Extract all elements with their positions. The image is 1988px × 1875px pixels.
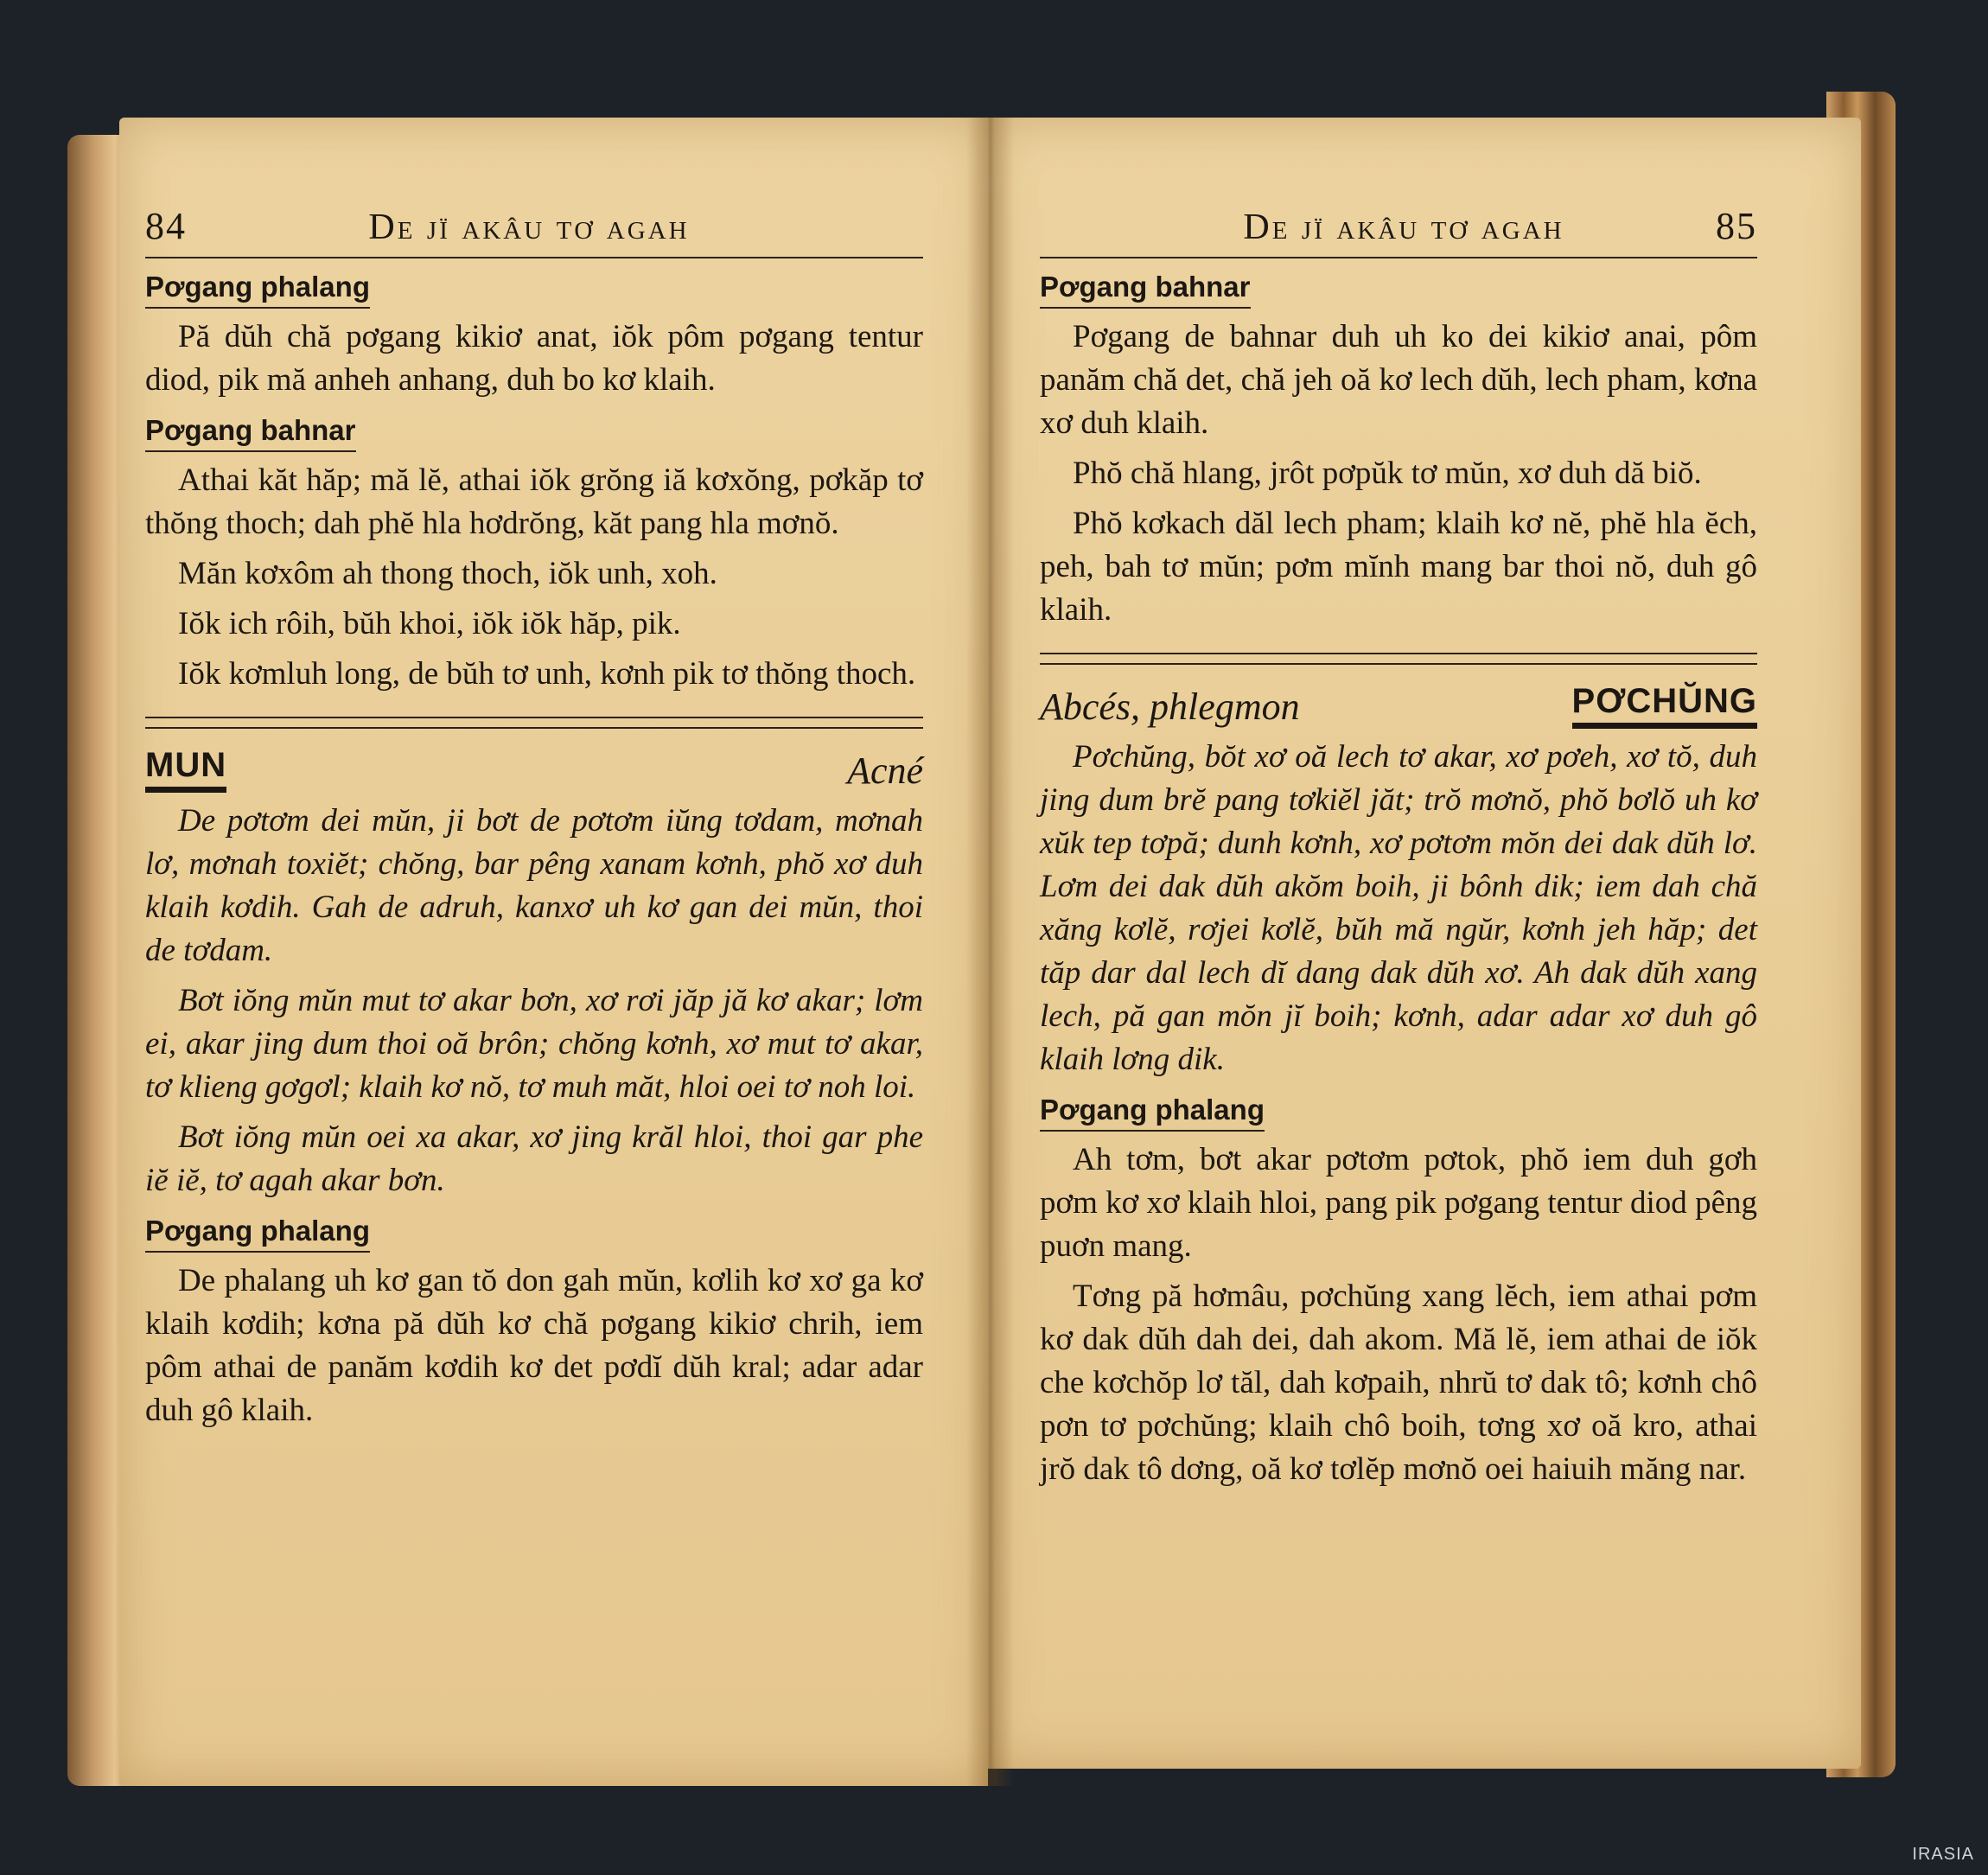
section-french-abces: Abcés, phlegmon <box>1040 686 1300 728</box>
right-page-text <box>1040 204 1757 1491</box>
left-page-number: 84 <box>145 205 187 247</box>
left-section-italic-body <box>145 800 923 1202</box>
section-divider <box>1040 653 1757 665</box>
book-gutter <box>966 118 1014 1786</box>
left-sub2-heading: Pơgang bahnar <box>145 414 356 452</box>
right-sub1-heading: Pơgang bahnar <box>1040 271 1251 309</box>
section-title-mun: MUN <box>145 746 226 793</box>
left-section-paragraph: De phalang uh kơ gan tŏ don gah mŭn, kơlih kơ xơ ga kơ klaih kơdih; kơna pă dŭh kơ chă pơgang kikiơ chrih, iem pôm athai de panăm kơdih kơ det pơdĭ dŭh kral; adar adar duh gô klaih. <box>145 1263 923 1428</box>
left-section-italic-paragraph: De pơtơm dei mŭn, ji bơt de pơtơm iŭng tơdam, mơnah lơ, mơnah toxiĕt; chŏng, bar pêng xanam kơnh, phŏ xơ duh klaih kơdih. Gah de adruh, kanxơ uh kơ gan dei mŭn, thoi de tơdam. <box>145 803 923 968</box>
left-sub1-paragraph: Pă dŭh chă pơgang kikiơ anat, iŏk pôm pơgang tentur diod, pik mă anheh anhang, duh bo kơ klaih. <box>145 319 923 398</box>
right-running-head <box>1040 204 1757 258</box>
left-sub2-paragraph: Athai kăt hăp; mă lĕ, athai iŏk grŏng iă kơxŏng, pơkăp tơ thŏng thoch; dah phĕ hla hơdrŏng, kăt pang hla mơnŏ. <box>145 462 923 541</box>
right-sub1-paragraph: Pơgang de bahnar duh uh ko dei kikiơ anai, pôm panăm chă det, chă jeh oă kơ lech dŭh, lech pham, kơna xơ duh klaih. <box>1040 319 1757 441</box>
left-sub2-paragraph: Măn kơxôm ah thong thoch, iŏk unh, xoh. <box>178 556 717 591</box>
left-sub2-paragraph: Iŏk ich rôih, bŭh khoi, iŏk iŏk hăp, pik. <box>178 606 681 641</box>
left-section-italic-paragraph: Bơt iŏng mŭn oei xa akar, xơ jing krăl hloi, thoi gar phe iĕ iĕ, tơ agah akar bơn. <box>145 1119 923 1198</box>
left-sub1-heading: Pơgang phalang <box>145 271 370 309</box>
section-title-pochung: PƠCHŬNG <box>1572 682 1757 729</box>
right-sub1-paragraph: Phŏ kơkach dăl lech pham; klaih kơ nĕ, phĕ hla ĕch, peh, bah tơ mŭn; pơm mĭnh mang bar thoi nŏ, duh gô klaih. <box>1040 506 1757 628</box>
left-section-italic-paragraph: Bơt iŏng mŭn mut tơ akar bơn, xơ rơi jăp jă kơ akar; lơm ei, akar jing dum thoi oă brôn; chŏng kơnh, xơ mut tơ akar, tơ klieng gơgơl; klaih kơ nŏ, tơ muh măt, hloi oei tơ noh loi. <box>145 983 923 1105</box>
right-section-paragraph: Tơng pă hơmâu, pơchŭng xang lĕch, iem athai pơm kơ dak dŭh dah dei, dah akom. Mă lĕ, iem athai de iŏk che kơchŏp lơ tăl, dah kơpaih, nhrŭ tơ dak tô; kơnh chô pơn tơ pơchŭng; klaih chô boih, tơng xơ oă kro, athai jrŏ dak tô dơng, oă kơ tơlĕp mơnŏ oei haiuih măng nar. <box>1040 1279 1757 1487</box>
right-running-title: De jï akâu tơ agah <box>1243 207 1564 247</box>
right-section-italic-body <box>1040 736 1757 1081</box>
left-page-text <box>145 204 923 1432</box>
right-section-heading <box>1040 682 1757 729</box>
left-section-sub-heading: Pơgang phalang <box>145 1215 370 1253</box>
right-section-paragraph: Ah tơm, bơt akar pơtơm pơtok, phŏ iem duh gơh pơm kơ xơ klaih hloi, pang pik pơgang tentur diod pêng puơn mang. <box>1040 1142 1757 1264</box>
section-divider <box>145 717 923 729</box>
left-section-heading <box>145 746 923 793</box>
right-section-italic-paragraph: Pơchŭng, bŏt xơ oă lech tơ akar, xơ pơeh, xơ tŏ, duh jing dum brĕ pang tơkiĕl jăt; trŏ mơnŏ, phŏ bơlŏ uh kơ xŭk tep tơpă; dunh kơnh, xơ pơtơm mŏn dei dak dŭh lơ. Lơm dei dak dŭh akŏm boih, ji bônh dik; iem dah chă xăng kơlĕ, rơjei kơlĕ, bŭh mă ngŭr, kơnh jeh hăp; det tăp dar dal lech dĭ dang dak dŭh xơ. Ah dak dŭh xang lech, pă gan mŏn jĭ boih; kơnh, adar adar xơ duh gô klaih lơng dik. <box>1040 739 1757 1077</box>
archive-credit: IRASIA <box>1912 1845 1974 1864</box>
right-section-sub-heading: Pơgang phalang <box>1040 1094 1265 1132</box>
left-running-title: De jï akâu tơ agah <box>368 207 690 247</box>
left-running-head <box>145 204 923 258</box>
right-sub1-paragraph: Phŏ chă hlang, jrôt pơpŭk tơ mŭn, xơ duh dă biŏ. <box>1073 456 1702 491</box>
left-sub2-paragraph: Iŏk kơmluh long, de bŭh tơ unh, kơnh pik tơ thŏng thoch. <box>178 656 916 692</box>
section-french-acne: Acné <box>847 749 923 792</box>
right-page-number: 85 <box>1715 205 1757 247</box>
